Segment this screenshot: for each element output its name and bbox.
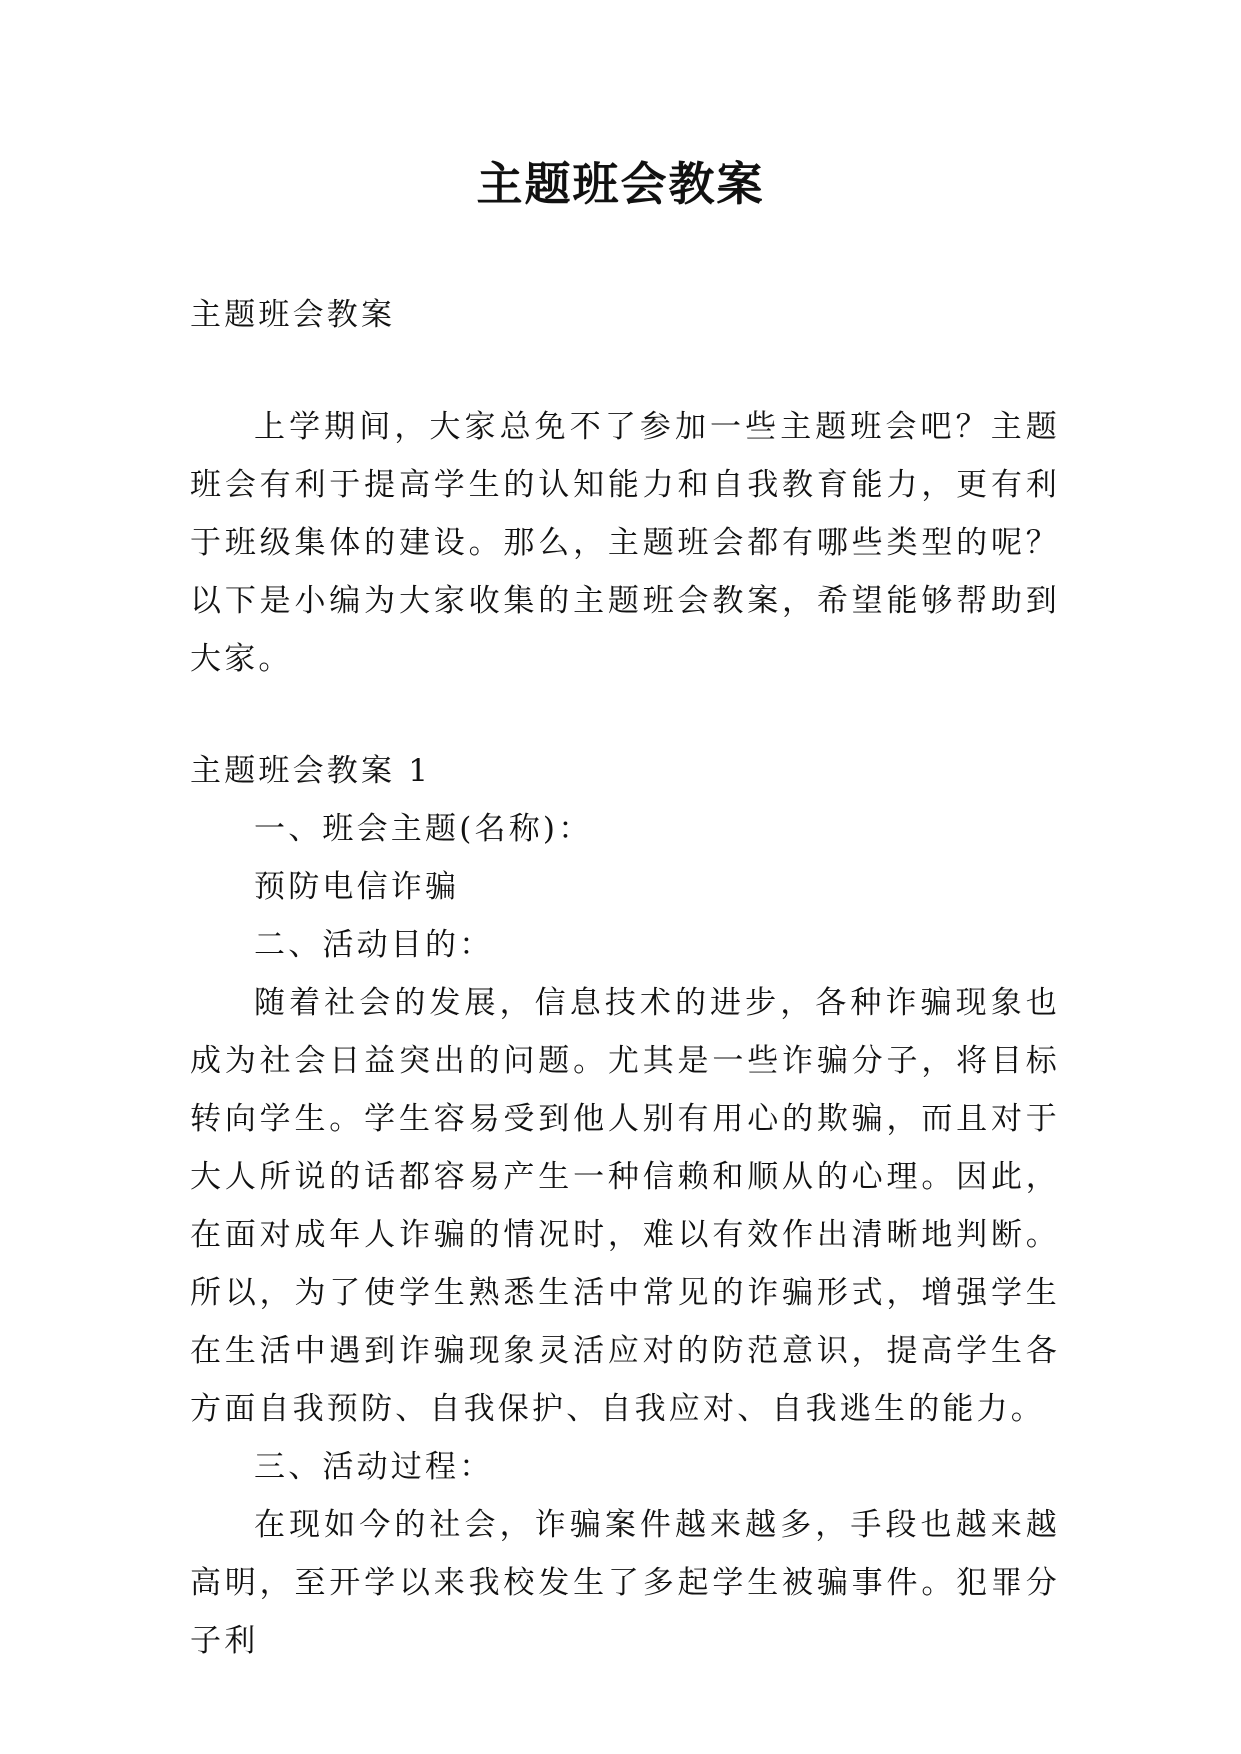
document-title: 主题班会教案 (476, 157, 765, 211)
process-paragraph: 在现如今的社会，诈骗案件越来越多，手段也越来越高明，至开学以来我校发生了多起学生被骗事件。犯罪分子利 (190, 1507, 1060, 1659)
intro-paragraph: 上学期间，大家总免不了参加一些主题班会吧？主题班会有利于提高学生的认知能力和自我教育能力，更有利于班级集体的建设。那么，主题班会都有哪些类型的呢？以下是小编为大家收集的主题班会教案，希望能够帮助到大家。 (190, 409, 1060, 677)
document-subtitle: 主题班会教案 (190, 297, 396, 333)
section-title: 主题班会教案 1 (190, 753, 432, 789)
theme-content: 预防电信诈骗 (254, 869, 460, 905)
heading-process: 三、活动过程： (254, 1449, 494, 1485)
heading-purpose: 二、活动目的： (254, 927, 494, 963)
document-body (190, 286, 1060, 1670)
heading-theme: 一、班会主题(名称)： (254, 811, 593, 847)
purpose-paragraph: 随着社会的发展，信息技术的进步，各种诈骗现象也成为社会日益突出的问题。尤其是一些诈骗分子，将目标转向学生。学生容易受到他人别有用心的欺骗，而且对于大人所说的话都容易产生一种信赖和顺从的心理。因此，在面对成年人诈骗的情况时，难以有效作出清晰地判断。所以，为了使学生熟悉生活中常见的诈骗形式，增强学生在生活中遇到诈骗现象灵活应对的防范意识，提高学生各方面自我预防、自我保护、自我应对、自我逃生的能力。 (190, 985, 1060, 1427)
